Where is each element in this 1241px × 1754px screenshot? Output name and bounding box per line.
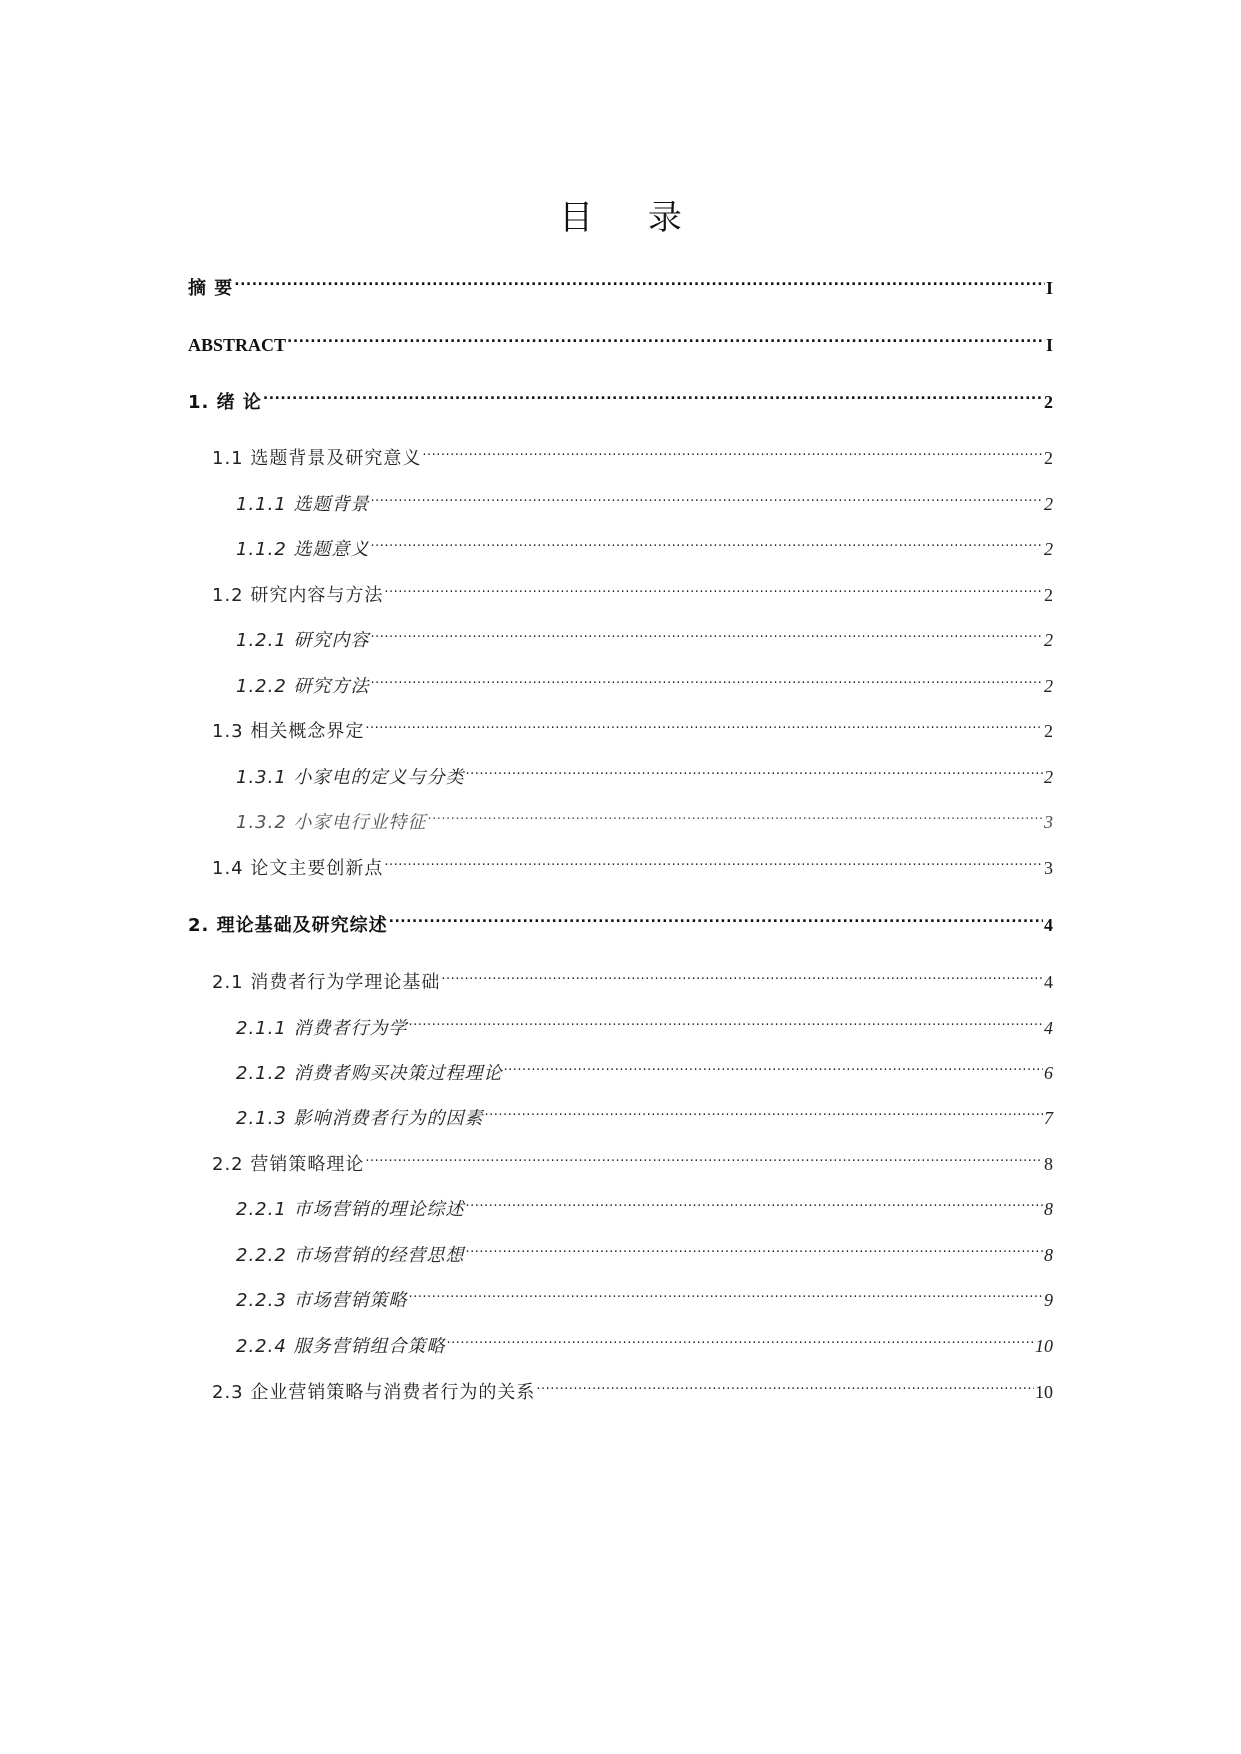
page-title: 目 录 <box>559 198 704 238</box>
toc-entry-2-2-1[interactable] <box>236 1185 1053 1220</box>
toc-entry-page: 4 <box>1044 1018 1053 1038</box>
toc-entry-1-2[interactable] <box>212 571 1053 606</box>
toc-entry-2-2-4[interactable] <box>236 1322 1053 1357</box>
toc-entry-page: 2 <box>1044 630 1053 650</box>
toc-entry-page: 2 <box>1044 721 1053 741</box>
toc-entry-page: 10 <box>1035 1382 1053 1402</box>
toc-entry-page: 8 <box>1044 1154 1053 1174</box>
toc-entry-page: 3 <box>1044 858 1053 878</box>
toc-entry-2-1-2[interactable] <box>236 1049 1053 1084</box>
toc-entry-abstract-cn[interactable] <box>188 264 1053 299</box>
dot-leader <box>409 1276 1043 1306</box>
dot-leader <box>466 1185 1043 1215</box>
toc-entry-page: 10 <box>1035 1336 1053 1356</box>
toc-entry-page: 2 <box>1044 676 1053 696</box>
toc-entry-page: 8 <box>1044 1245 1053 1265</box>
toc-entry-2-2-2[interactable] <box>236 1231 1053 1266</box>
toc-entry-label: 2.3 企业营销策略与消费者行为的关系 <box>212 1382 536 1403</box>
toc-entry-label: 1.3.2 小家电行业特征 <box>236 812 427 833</box>
toc-entry-label: 2.1.3 影响消费者行为的因素 <box>236 1108 484 1129</box>
dot-leader <box>466 753 1043 783</box>
toc-entry-page: 9 <box>1044 1290 1053 1310</box>
toc-entry-page: 4 <box>1044 972 1053 992</box>
toc-entry-1-3-2[interactable] <box>236 798 1053 833</box>
toc-entry-label: 2.2 营销策略理论 <box>212 1154 365 1175</box>
toc-entry-label: 1.1.1 选题背景 <box>236 494 370 515</box>
toc-entry-1-3-1[interactable] <box>236 753 1053 788</box>
toc-entry-2-3[interactable] <box>212 1368 1053 1403</box>
toc-entry-chapter-2[interactable] <box>188 901 1053 936</box>
toc-entry-label: 1.3.1 小家电的定义与分类 <box>236 767 465 788</box>
toc-entry-page: 2 <box>1044 494 1053 514</box>
toc-entry-1-1-2[interactable] <box>236 525 1053 560</box>
toc-entry-label: 1.1.2 选题意义 <box>236 539 370 560</box>
toc-entry-label: 1.1 选题背景及研究意义 <box>212 448 422 469</box>
toc-entry-2-1[interactable] <box>212 958 1053 993</box>
dot-leader <box>384 844 1043 874</box>
toc-entry-label: 2. 理论基础及研究综述 <box>188 915 388 936</box>
toc-entry-label: ABSTRACT <box>188 335 287 355</box>
toc-entry-1-2-1[interactable] <box>236 616 1053 651</box>
dot-leader <box>389 901 1043 931</box>
toc-entry-chapter-1[interactable] <box>188 378 1053 413</box>
toc-entry-page: I <box>1045 335 1053 355</box>
toc-entry-1-1[interactable] <box>212 434 1053 469</box>
dot-leader <box>428 798 1043 828</box>
dot-leader <box>536 1368 1034 1398</box>
toc-entry-2-1-1[interactable] <box>236 1004 1053 1039</box>
toc-entry-1-4[interactable] <box>212 844 1053 879</box>
toc-entry-2-2-3[interactable] <box>236 1276 1053 1311</box>
toc-entry-1-2-2[interactable] <box>236 662 1053 697</box>
dot-leader <box>287 321 1045 351</box>
toc-entry-page: 7 <box>1044 1108 1053 1128</box>
toc-entry-label: 1.4 论文主要创新点 <box>212 858 384 879</box>
toc-entry-page: 2 <box>1044 392 1053 412</box>
dot-leader <box>365 1140 1043 1170</box>
dot-leader <box>441 958 1043 988</box>
toc-entry-label: 2.2.1 市场营销的理论综述 <box>236 1199 465 1220</box>
toc-entry-2-2[interactable] <box>212 1140 1053 1175</box>
toc-entry-page: 2 <box>1044 767 1053 787</box>
toc-entry-label: 1.2.1 研究内容 <box>236 630 370 651</box>
toc-entry-label: 1.3 相关概念界定 <box>212 721 365 742</box>
dot-leader <box>485 1094 1043 1124</box>
dot-leader <box>466 1231 1043 1261</box>
dot-leader <box>447 1322 1034 1352</box>
toc-entry-abstract-en[interactable] <box>188 321 1053 355</box>
toc-entry-page: I <box>1045 278 1053 298</box>
dot-leader <box>409 1004 1043 1034</box>
toc-entry-label: 2.1 消费者行为学理论基础 <box>212 972 441 993</box>
toc-entry-1-1-1[interactable] <box>236 480 1053 515</box>
toc-entry-page: 4 <box>1044 915 1053 935</box>
toc-entry-page: 3 <box>1044 812 1053 832</box>
toc-entry-1-3[interactable] <box>212 707 1053 742</box>
dot-leader <box>504 1049 1043 1079</box>
dot-leader <box>371 616 1043 646</box>
toc-entry-page: 6 <box>1044 1063 1053 1083</box>
dot-leader <box>365 707 1043 737</box>
toc-entry-label: 1.2 研究内容与方法 <box>212 585 384 606</box>
dot-leader <box>371 662 1043 692</box>
toc-entry-label: 2.2.2 市场营销的经营思想 <box>236 1245 465 1266</box>
toc-entry-label: 1.2.2 研究方法 <box>236 676 370 697</box>
dot-leader <box>371 480 1043 510</box>
toc-entry-label: 1. 绪 论 <box>188 392 262 413</box>
toc-entry-page: 2 <box>1044 448 1053 468</box>
dot-leader <box>384 571 1043 601</box>
toc-entry-label: 2.2.3 市场营销策略 <box>236 1290 408 1311</box>
toc-entry-label: 2.2.4 服务营销组合策略 <box>236 1336 446 1357</box>
toc-entry-2-1-3[interactable] <box>236 1094 1053 1129</box>
toc-entry-label: 摘 要 <box>188 278 234 299</box>
dot-leader <box>263 378 1043 408</box>
toc-entry-page: 2 <box>1044 539 1053 559</box>
toc-entry-page: 2 <box>1044 585 1053 605</box>
toc-entry-page: 8 <box>1044 1199 1053 1219</box>
dot-leader <box>371 525 1043 555</box>
dot-leader <box>234 264 1045 294</box>
dot-leader <box>422 434 1043 464</box>
toc-entry-label: 2.1.1 消费者行为学 <box>236 1018 408 1039</box>
toc-entry-label: 2.1.2 消费者购买决策过程理论 <box>236 1063 503 1084</box>
